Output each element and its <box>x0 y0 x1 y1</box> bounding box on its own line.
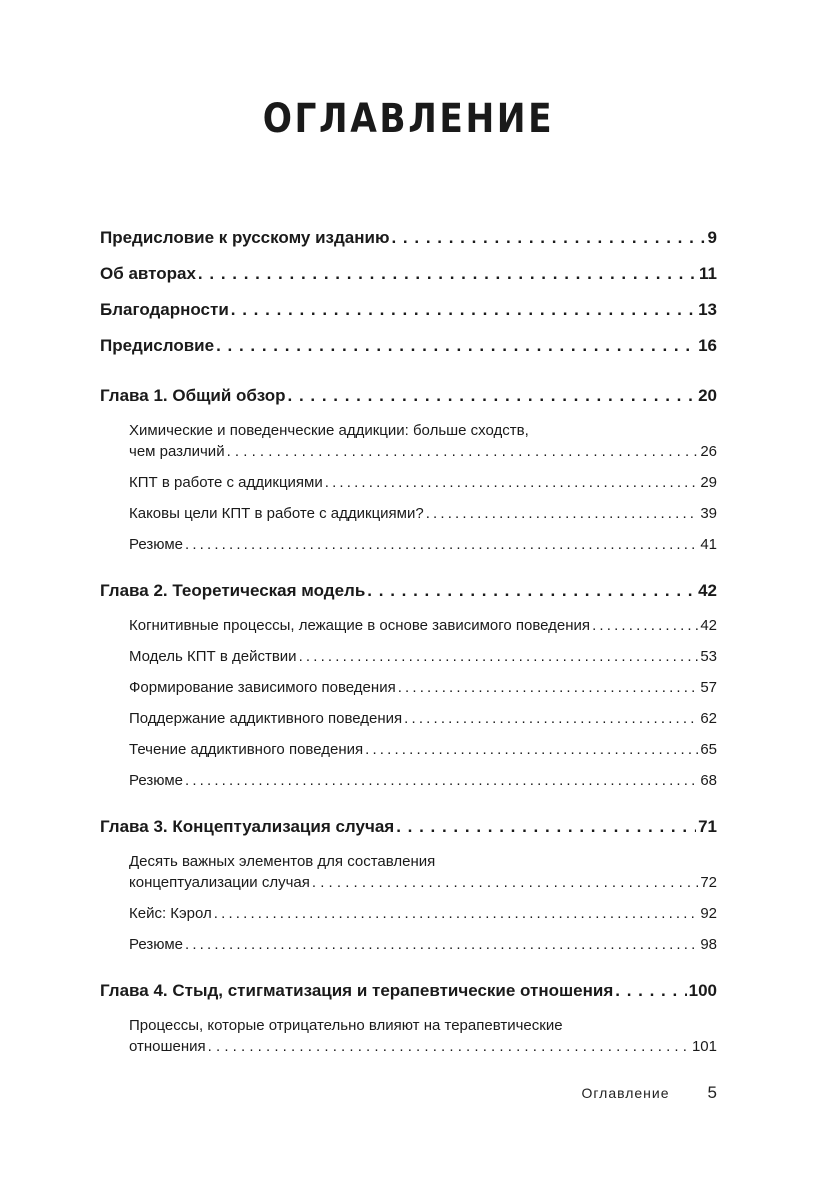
toc-subentry-title: Течение аддиктивного поведения <box>129 741 364 758</box>
toc-subentry-title: Формирование зависимого поведения <box>129 679 396 696</box>
dot-leader <box>398 679 699 696</box>
running-footer-title: Оглавление <box>581 1085 670 1101</box>
dot-leader <box>299 648 699 665</box>
toc-entry-title: Благодарности <box>100 300 229 319</box>
toc-subentry-title-line2: отношения <box>129 1038 206 1055</box>
toc-entry-title: Глава 2. Теоретическая модель <box>100 581 366 600</box>
dot-leader <box>227 443 699 460</box>
toc-subentry[interactable] <box>100 741 717 772</box>
dot-leader <box>208 1038 690 1055</box>
toc-subentry[interactable] <box>100 905 717 936</box>
toc-subentry[interactable] <box>100 505 717 536</box>
toc-subentry-title: Модель КПТ в действии <box>129 648 297 665</box>
dot-leader <box>426 505 699 522</box>
toc-chapter-4[interactable] <box>100 981 717 1017</box>
toc-subentry-title-line2: концептуализации случая <box>129 874 310 891</box>
toc-entry-title: Глава 3. Концептуализация случая <box>100 817 395 836</box>
toc-subentry-title-line1: Десять важных элементов для составления <box>129 853 436 870</box>
toc-subentry[interactable] <box>100 617 717 648</box>
toc-subentry[interactable] <box>100 936 717 967</box>
toc-subentry-page: 62 <box>700 710 717 727</box>
toc-subentry-page: 101 <box>691 1038 717 1055</box>
dot-leader <box>365 741 698 758</box>
dot-leader <box>312 874 698 891</box>
dot-leader <box>325 474 699 491</box>
toc-entry[interactable] <box>100 336 717 372</box>
toc-subentry-title: Резюме <box>129 536 183 553</box>
dot-leader <box>198 264 697 284</box>
toc-subentry[interactable] <box>100 710 717 741</box>
dot-leader <box>185 772 698 789</box>
toc-entry-title: Предисловие к русскому изданию <box>100 228 390 247</box>
dot-leader <box>404 710 698 727</box>
toc-chapter-3[interactable] <box>100 817 717 853</box>
toc-subentry-title-line2: чем различий <box>129 443 225 460</box>
toc-subentry-page: 29 <box>700 474 717 491</box>
toc-entry-page: 13 <box>698 300 717 319</box>
toc-subentry-title: Резюме <box>129 936 183 953</box>
toc-entry-page: 11 <box>699 264 717 283</box>
toc-subentry-page: 68 <box>700 772 717 789</box>
toc-subentry-title: Кейс: Кэрол <box>129 905 212 922</box>
toc-subentry-title-line1: Химические и поведенческие аддикции: больше сходств, <box>129 422 529 439</box>
dot-leader <box>231 300 696 320</box>
toc-entry[interactable] <box>100 264 717 300</box>
toc-subentry[interactable] <box>100 422 717 474</box>
page-number: 5 <box>707 1083 717 1102</box>
page-title: ОГЛАВЛЕНИЕ <box>262 96 555 142</box>
toc-subentry[interactable] <box>100 536 717 567</box>
toc-subentry-title-line1: Процессы, которые отрицательно влияют на терапевтические <box>129 1017 563 1034</box>
toc-entry-title: Об авторах <box>100 264 196 283</box>
toc-entry-page: 16 <box>698 336 717 355</box>
toc-subentry-page: 41 <box>700 536 717 553</box>
toc-entry-title: Глава 4. Стыд, стигматизация и терапевтические отношения <box>100 981 614 1000</box>
toc-chapter-1[interactable] <box>100 386 717 422</box>
toc-entry-page: 20 <box>698 386 717 405</box>
dot-leader <box>396 817 696 837</box>
toc-subentry-title: Когнитивные процессы, лежащие в основе зависимого поведения <box>129 617 591 634</box>
toc-subentry[interactable] <box>100 853 717 905</box>
toc-subentry-title: Резюме <box>129 772 183 789</box>
toc-subentry-title: Каковы цели КПТ в работе с аддикциями? <box>129 505 424 522</box>
page-footer <box>0 1083 717 1103</box>
toc-subentry-page: 53 <box>700 648 717 665</box>
toc-subentry[interactable] <box>100 679 717 710</box>
toc-subentry[interactable] <box>100 474 717 505</box>
dot-leader <box>391 228 705 248</box>
dot-leader <box>615 981 686 1001</box>
dot-leader <box>185 936 698 953</box>
toc-entry-title: Предисловие <box>100 336 215 355</box>
toc-entry-page: 100 <box>688 981 717 1000</box>
toc-entry-page: 42 <box>698 581 717 600</box>
toc-subentry-title: КПТ в работе с аддикциями <box>129 474 323 491</box>
toc-subentry[interactable] <box>100 1017 717 1069</box>
toc-subentry-page: 39 <box>700 505 717 522</box>
toc-subentry[interactable] <box>100 648 717 679</box>
toc-subentry-page: 26 <box>700 443 717 460</box>
dot-leader <box>367 581 696 601</box>
toc-subentry-page: 72 <box>700 874 717 891</box>
toc-subentry-page: 57 <box>700 679 717 696</box>
toc-chapter-2[interactable] <box>100 581 717 617</box>
toc-subentry-title: Поддержание аддиктивного поведения <box>129 710 403 727</box>
dot-leader <box>185 536 698 553</box>
table-of-contents <box>100 228 717 1069</box>
toc-subentry[interactable] <box>100 772 717 803</box>
toc-entry[interactable] <box>100 228 717 264</box>
toc-subentry-page: 92 <box>700 905 717 922</box>
toc-subentry-page: 42 <box>700 617 717 634</box>
toc-entry-page: 71 <box>698 817 717 836</box>
dot-leader <box>216 336 696 356</box>
toc-entry-page: 9 <box>707 228 717 247</box>
toc-subentry-page: 98 <box>700 936 717 953</box>
toc-entry[interactable] <box>100 300 717 336</box>
dot-leader <box>214 905 699 922</box>
toc-entry-title: Глава 1. Общий обзор <box>100 386 286 405</box>
dot-leader <box>288 386 697 406</box>
dot-leader <box>592 617 698 634</box>
toc-subentry-page: 65 <box>700 741 717 758</box>
